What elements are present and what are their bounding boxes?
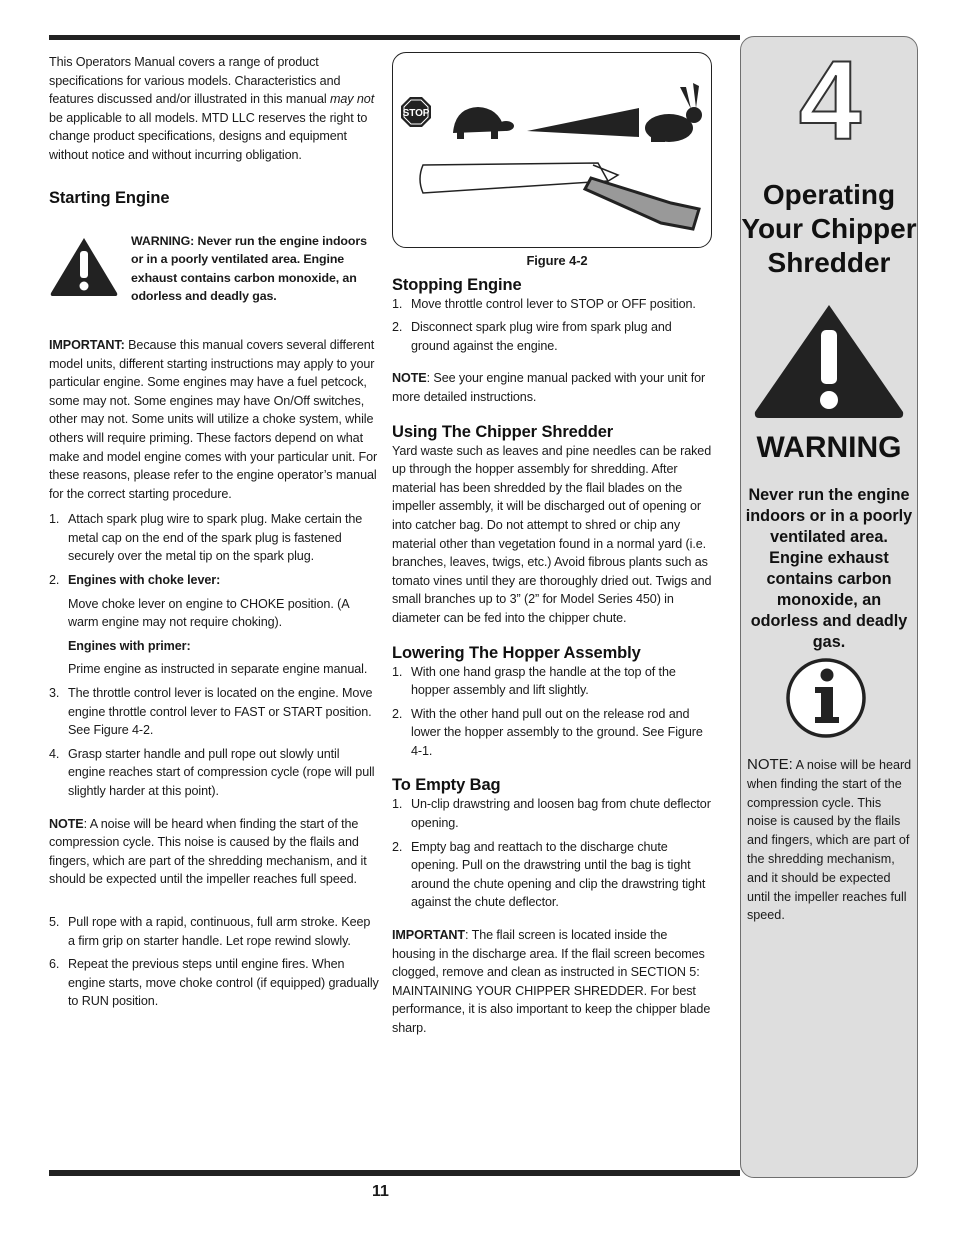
step-4: 4. Grasp starter handle and pull rope out slowly until engine reaches start of compression cycle (rope will pull slightly harder at this point).: [49, 746, 375, 798]
turtle-icon: [453, 107, 514, 139]
step-2-primer: Prime engine as instructed in separate engine manual.: [68, 662, 368, 677]
stop-sign-icon: [401, 97, 431, 127]
lowering-heading: Lowering The Hopper Assembly: [392, 643, 641, 662]
top-rule: [49, 35, 740, 40]
bottom-rule: [49, 1170, 740, 1176]
svg-text:4: 4: [798, 55, 862, 145]
note-paragraph: NOTE: A noise will be heard when finding the start of the compression cycle. This noise is caused by the flails and fingers, which are part of the shredding mechanism, and it should be expected until the impeller reaches full speed.: [49, 816, 367, 887]
empty-step-1: 1. Un-clip drawstring and loosen bag from chute deflector opening.: [392, 797, 711, 831]
starting-warning: [49, 235, 379, 306]
empty-step-2: 2. Empty bag and reattach to the discharge chute opening. Pull on the drawstring until the bag is tight around the chute opening and clip the drawstring tight against the chute deflector.: [392, 839, 706, 910]
chapter-sidebar: [740, 36, 918, 1178]
step-6: 6. Repeat the previous steps until engine fires. When engine starts, move choke control (if equipped) gradually to RUN position.: [49, 957, 379, 1009]
empty-important: IMPORTANT: The flail screen is located inside the housing in the discharge area. If the flail screen becomes clogged, remove and clean as instructed in SECTION 5: MAINTAINING YOUR CHIPPER SHREDDER. For best performance, it is also important to keep the chipper blade sharp.: [392, 928, 711, 1035]
empty-bag-heading: To Empty Bag: [392, 776, 501, 795]
intro-paragraph: This Operators Manual covers a range of product specifications for various models. Characteristics and features discussed and/or illustrated in this manual may not be applicable to all models. MTD LLC reserves the right to change product specifications, designs and equipment without notice and without incurring obligation.: [49, 55, 375, 162]
step-2: 2. Engines with choke lever:: [49, 573, 221, 588]
throttle-illustration: [393, 53, 710, 246]
step-3: 3. The throttle control lever is located on the engine. Move engine throttle control lever to FAST or START position. See Figure 4-2.: [49, 686, 373, 738]
step-2-primer-title: Engines with primer:: [68, 638, 191, 653]
info-icon: [785, 657, 867, 739]
speed-wedge: [527, 108, 639, 137]
lowering-steps: [392, 663, 712, 761]
sidebar-warning-text: Never run the engine indoors or in a poorly ventilated area. Engine exhaust contains carbon monoxide, an odorless and deadly gas.: [745, 486, 913, 651]
left-column: [49, 53, 379, 1016]
empty-steps: [392, 795, 712, 912]
using-heading: Using The Chipper Shredder: [392, 422, 614, 441]
warning-heading: WARNING: [756, 431, 902, 464]
starting-engine-heading: Starting Engine: [49, 188, 170, 207]
svg-text:STOP: STOP: [402, 108, 430, 119]
rabbit-icon: [645, 83, 702, 142]
stopping-engine-heading: Stopping Engine: [392, 275, 522, 294]
using-paragraph: Yard waste such as leaves and pine needles can be raked up through the hopper assembly for shredding. After material has been shredded by the flail blades on the impeller assembly, it will be discharged out of opening or into catcher bag. Do not attempt to shred or chip any material other than vegetation found in a normal yard (i.e. branches, leaves, twigs, etc.) Avoid fibrous plants such as tomato vines until they are thoroughly dried out. Twigs and small branches up to 3” (2” for Model Series 450) in diameter can be fed into the chipper chute.: [392, 443, 712, 625]
figure-throttle: [392, 52, 712, 248]
warning-text: WARNING: Never run the engine indoors or in a poorly ventilated area. Engine exhaust contains carbon monoxide, an odorless and deadly gas.: [131, 233, 367, 304]
stop-step-2: 2. Disconnect spark plug wire from spark plug and ground against the engine.: [392, 320, 672, 353]
step-5: 5. Pull rope with a rapid, continuous, full arm stroke. Keep a firm grip on starter handle. Let rope rewind slowly.: [49, 914, 371, 948]
chapter-title: Operating Your Chipper Shredder: [741, 179, 917, 278]
starting-steps: [49, 510, 379, 800]
page-number: 11: [372, 1183, 389, 1200]
middle-column: [392, 52, 712, 1038]
lower-step-2: 2. With the other hand pull out on the release rod and lower the hopper assembly to the ground. See Figure 4-1.: [392, 706, 703, 758]
figure-caption: Figure 4-2: [526, 253, 588, 268]
stop-step-1: 1. Move throttle control lever to STOP or OFF position.: [392, 296, 696, 311]
chapter-number: [796, 55, 864, 145]
step-1: 1. Attach spark plug wire to spark plug. Make certain the metal cap on the end of the spark plug is fastened securely over the metal tip on the spark plug.: [49, 512, 363, 564]
important-paragraph: IMPORTANT: Because this manual covers several different model units, different starting instructions may apply to your particular engine. Some engines may have a fuel petcock, some may not. Some engines may have On/Off switches, other may not. Some units will utilize a choke system, while others will require priming. These factors depend on what make and model engine comes with your particular unit. For these reasons, please refer to the engine operator’s manual for the correct starting procedure.: [49, 337, 378, 501]
sidebar-note: NOTE: A noise will be heard when finding the start of the compression cycle. This noise is caused by the flails and fingers, which are part of the shredding mechanism, and it should be expected until the impeller reaches full speed.: [747, 756, 912, 923]
warning-triangle-icon: [49, 235, 119, 297]
stopping-steps: [392, 295, 712, 356]
warning-triangle-icon: [753, 302, 905, 420]
step-2-choke: Move choke lever on engine to CHOKE position. (A warm engine may not require choking).: [68, 596, 349, 630]
stopping-note: NOTE: See your engine manual packed with your unit for more detailed instructions.: [392, 371, 706, 404]
starting-steps-continued: [49, 913, 379, 1011]
lower-step-1: 1. With one hand grasp the handle at the top of the hopper assembly and lift slightly.: [392, 664, 676, 698]
